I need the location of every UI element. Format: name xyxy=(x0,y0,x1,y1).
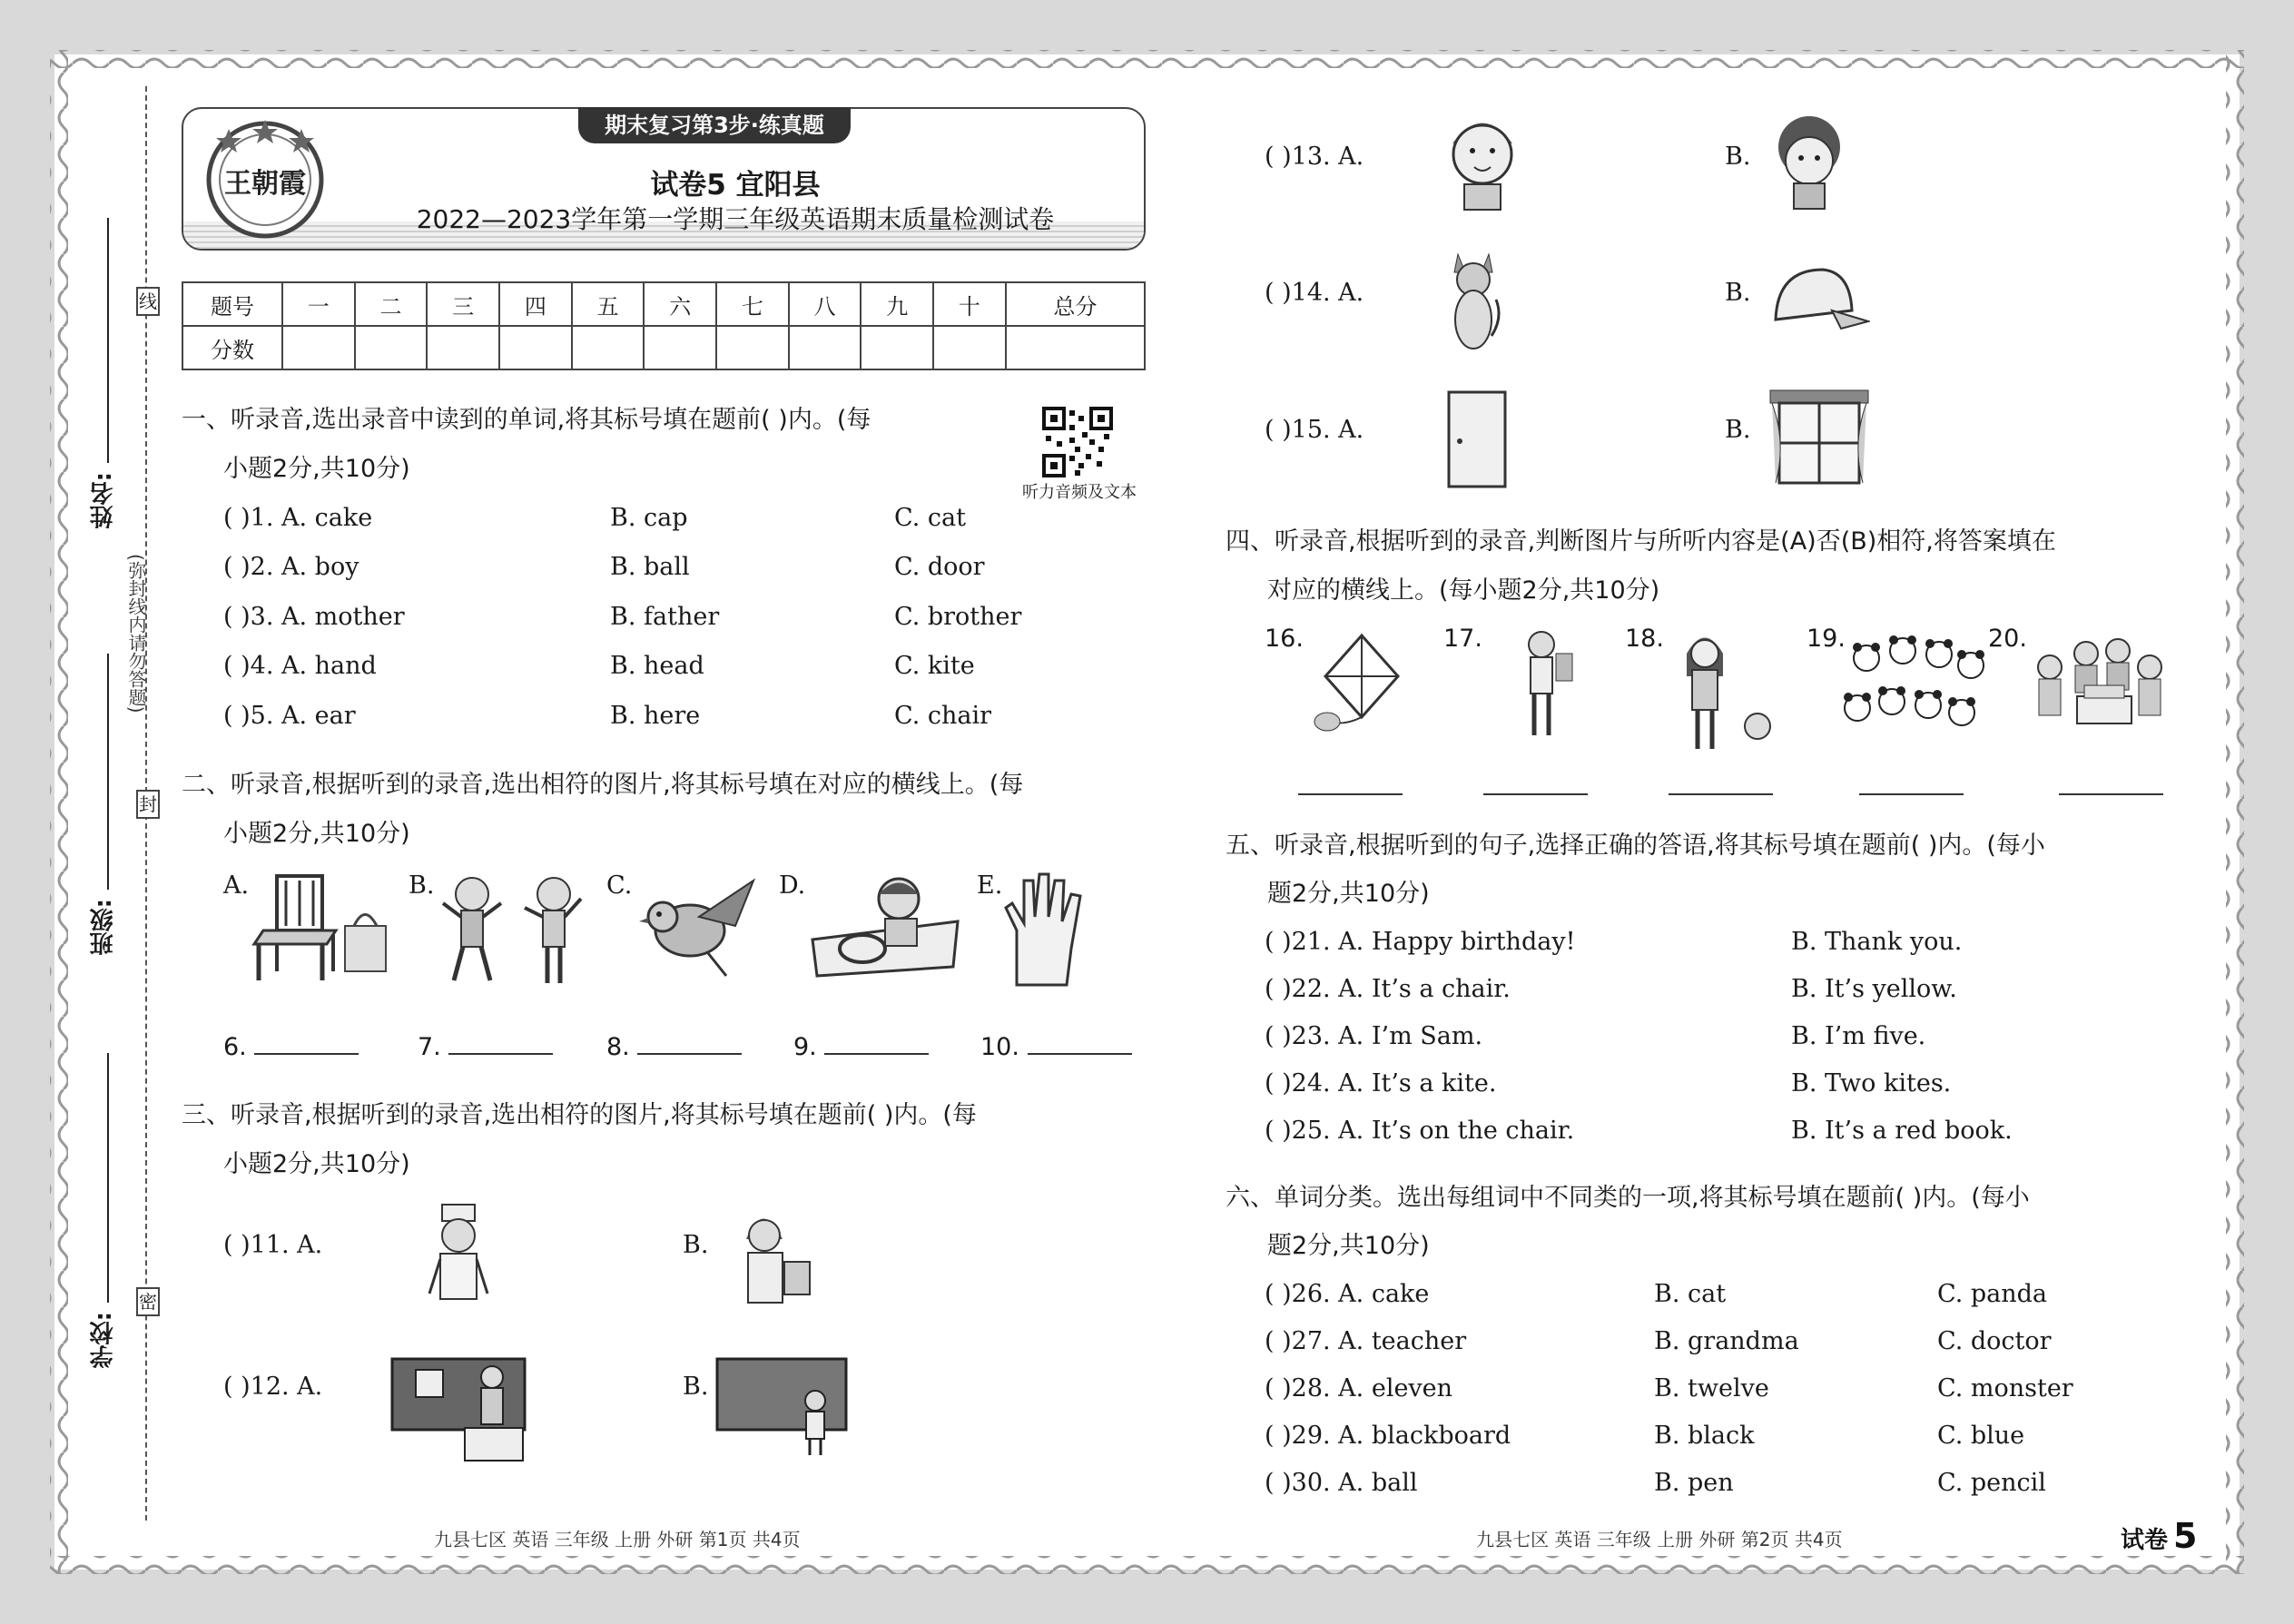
table-cell: 三 xyxy=(427,282,499,326)
q22-a: ( )22. A. It’s a chair. xyxy=(1265,975,1511,1003)
q20-answer-blank[interactable] xyxy=(2059,793,2163,795)
q28-a: ( )28. A. eleven xyxy=(1265,1374,1453,1403)
section-4-heading-2: 对应的横线上。(每小题2分,共10分) xyxy=(1267,576,1660,605)
q27-a: ( )27. A. teacher xyxy=(1265,1327,1467,1355)
table-cell: 总分 xyxy=(1006,282,1145,326)
q11-b: B. xyxy=(683,1231,709,1259)
q12-b: B. xyxy=(683,1373,709,1401)
q14-b: B. xyxy=(1725,279,1751,307)
score-cell[interactable] xyxy=(789,326,861,369)
seal-char-line: 线 xyxy=(136,287,160,316)
woman-ball-picture xyxy=(1667,626,1776,753)
pandas-picture xyxy=(1839,631,1988,740)
q24-b: B. Two kites. xyxy=(1791,1069,1952,1097)
q29-a: ( )29. A. blackboard xyxy=(1265,1422,1511,1450)
q28-b: B. twelve xyxy=(1654,1374,1769,1403)
q4-b: B. head xyxy=(610,652,704,680)
q13-b: B. xyxy=(1725,143,1751,171)
table-cell: 五 xyxy=(572,282,645,326)
score-cell[interactable] xyxy=(572,326,645,369)
two-kids-picture xyxy=(436,867,590,994)
q1-b: B. cap xyxy=(610,504,688,532)
seal-char-seal: 封 xyxy=(136,790,160,819)
q27-b: B. grandma xyxy=(1654,1327,1799,1355)
class-label: 班级: xyxy=(90,899,117,956)
step-tag: 期末复习第3步·练真题 xyxy=(578,107,851,143)
table-cell: 九 xyxy=(861,282,933,326)
q5-c: C. chair xyxy=(894,702,992,730)
paper-label xyxy=(2121,1516,2197,1556)
paper-title: 试卷5 宜阳县 xyxy=(650,169,821,202)
table-cell: 七 xyxy=(716,282,789,326)
girl-face-picture xyxy=(1768,111,1850,211)
table-cell: 分数 xyxy=(182,326,282,369)
q30-a: ( )30. A. ball xyxy=(1265,1469,1418,1497)
score-cell[interactable] xyxy=(933,326,1006,369)
girl-standing-picture xyxy=(1507,626,1580,743)
q3-c: C. brother xyxy=(894,603,1022,631)
q25-b: B. It’s a red book. xyxy=(1791,1117,2013,1145)
pic-letter-a: A. xyxy=(223,871,250,900)
footer-right: 九县七区 英语 三年级 上册 外研 第2页 共4页 xyxy=(1476,1529,1843,1550)
q30-c: C. pencil xyxy=(1937,1469,2046,1497)
q4-a: ( )4. A. hand xyxy=(223,652,377,680)
q12-a: ( )12. A. xyxy=(223,1373,323,1401)
score-cell[interactable] xyxy=(716,326,789,369)
section-2-heading-2: 小题2分,共10分) xyxy=(223,820,410,848)
q17-answer-blank[interactable] xyxy=(1483,793,1588,795)
pic-letter-d: D. xyxy=(779,871,806,900)
q26-b: B. cat xyxy=(1654,1280,1727,1308)
q7-blank[interactable] xyxy=(418,1033,553,1061)
answer-blank[interactable] xyxy=(1028,1053,1132,1055)
q18-answer-blank[interactable] xyxy=(1669,793,1773,795)
section-3-heading-2: 小题2分,共10分) xyxy=(223,1150,410,1178)
school-field[interactable] xyxy=(107,1053,109,1303)
name-field[interactable] xyxy=(107,218,109,463)
q14-a: ( )14. A. xyxy=(1265,279,1364,307)
q3-b: B. father xyxy=(610,603,720,631)
section-1-heading: 一、听录音,选出录音中读到的单词,将其标号填在题前( )内。(每 xyxy=(182,406,871,434)
qr-code-icon[interactable] xyxy=(1042,407,1113,477)
qr-caption: 听力音频及文本 xyxy=(1022,483,1137,502)
answer-blank[interactable] xyxy=(637,1053,742,1055)
score-table xyxy=(182,281,1146,370)
q5-b: B. here xyxy=(610,702,701,730)
q2-c: C. door xyxy=(894,553,985,581)
chair-bag-picture xyxy=(250,867,395,985)
paper-label-text: 试卷 xyxy=(2121,1527,2169,1554)
q16-answer-blank[interactable] xyxy=(1298,793,1403,795)
driver-picture xyxy=(808,867,962,985)
q1-c: C. cat xyxy=(894,504,966,532)
q23-a: ( )23. A. I’m Sam. xyxy=(1265,1022,1483,1050)
pic-letter-b: B. xyxy=(409,871,435,900)
q15-a: ( )15. A. xyxy=(1265,416,1364,444)
birthday-party-picture xyxy=(2032,631,2168,744)
bird-picture xyxy=(635,867,763,985)
q29-b: B. black xyxy=(1654,1422,1755,1450)
q8-blank[interactable] xyxy=(606,1033,742,1061)
score-cell[interactable] xyxy=(427,326,499,369)
q13-a: ( )13. A. xyxy=(1265,143,1364,171)
score-table-score-row xyxy=(182,326,1145,369)
pic-letter-e: E. xyxy=(977,871,1003,900)
table-cell: 一 xyxy=(282,282,355,326)
q24-a: ( )24. A. It’s a kite. xyxy=(1265,1069,1497,1097)
score-cell[interactable] xyxy=(1006,326,1145,369)
q2-a: ( )2. A. boy xyxy=(223,553,359,581)
table-cell: 十 xyxy=(933,282,1006,326)
section-5-heading-2: 题2分,共10分) xyxy=(1267,880,1430,908)
q5-a: ( )5. A. ear xyxy=(223,702,356,730)
q25-a: ( )25. A. It’s on the chair. xyxy=(1265,1117,1575,1145)
seal-char-dense: 密 xyxy=(136,1287,160,1316)
door-picture xyxy=(1447,390,1507,488)
table-cell: 四 xyxy=(499,282,572,326)
score-cell[interactable] xyxy=(355,326,428,369)
q15-b: B. xyxy=(1725,416,1751,444)
boy-face-picture xyxy=(1442,107,1523,212)
section-1-heading-2: 小题2分,共10分) xyxy=(223,455,410,483)
hand-picture xyxy=(999,867,1089,994)
q26-a: ( )26. A. cake xyxy=(1265,1280,1430,1308)
name-label: 姓名: xyxy=(90,472,117,529)
q7-number: 7. xyxy=(418,1033,441,1061)
q11-a: ( )11. A. xyxy=(223,1231,323,1259)
q16-number: 16. xyxy=(1265,625,1304,653)
pic-letter-c: C. xyxy=(606,871,633,900)
q17-number: 17. xyxy=(1443,625,1482,653)
table-cell: 八 xyxy=(789,282,861,326)
q26-c: C. panda xyxy=(1937,1280,2048,1308)
q9-blank[interactable] xyxy=(793,1033,929,1061)
q21-b: B. Thank you. xyxy=(1791,928,1963,956)
seal-note: (弥封线内请勿答题) xyxy=(125,554,147,714)
q21-a: ( )21. A. Happy birthday! xyxy=(1265,928,1576,956)
q9-number: 9. xyxy=(793,1033,817,1061)
footer-left: 九县七区 英语 三年级 上册 外研 第1页 共4页 xyxy=(434,1529,801,1550)
score-cell[interactable] xyxy=(644,326,716,369)
section-2-heading: 二、听录音,根据听到的录音,选出相符的图片,将其标号填在对应的横线上。(每 xyxy=(182,771,1024,799)
q29-c: C. blue xyxy=(1937,1422,2025,1450)
window-picture xyxy=(1768,389,1870,488)
q2-b: B. ball xyxy=(610,553,690,581)
q19-number: 19. xyxy=(1807,625,1846,653)
score-table-header-row xyxy=(182,282,1145,326)
q18-number: 18. xyxy=(1625,625,1664,653)
q3-a: ( )3. A. mother xyxy=(223,603,405,631)
q30-b: B. pen xyxy=(1654,1469,1734,1497)
q6-number: 6. xyxy=(223,1033,247,1061)
paper-number: 5 xyxy=(2173,1516,2198,1556)
q1-a: ( )1. A. cake xyxy=(223,504,373,532)
q6-blank[interactable] xyxy=(223,1033,359,1061)
section-3-heading: 三、听录音,根据听到的录音,选出相符的图片,将其标号填在题前( )内。(每 xyxy=(182,1101,977,1129)
section-5-heading: 五、听录音,根据听到的句子,选择正确的答语,将其标号填在题前( )内。(每小 xyxy=(1226,832,2045,860)
answer-blank[interactable] xyxy=(254,1053,359,1055)
publisher-logo xyxy=(202,116,329,243)
girl-blackboard-picture xyxy=(715,1357,848,1466)
q20-number: 20. xyxy=(1988,625,2027,653)
section-4-heading: 四、听录音,根据听到的录音,判断图片与所听内容是(A)否(B)相符,将答案填在 xyxy=(1226,527,2056,556)
paper-subtitle: 2022—2023学年第一学期三年级英语期末质量检测试卷 xyxy=(416,204,1055,234)
q27-c: C. doctor xyxy=(1937,1327,2052,1355)
q4-c: C. kite xyxy=(894,652,975,680)
cap-picture xyxy=(1768,265,1870,338)
score-cell[interactable] xyxy=(861,326,933,369)
answer-blank[interactable] xyxy=(824,1053,929,1055)
section-6-heading-2: 题2分,共10分) xyxy=(1267,1232,1430,1260)
score-cell[interactable] xyxy=(499,326,572,369)
q28-c: C. monster xyxy=(1937,1374,2073,1403)
table-cell: 题号 xyxy=(182,282,282,326)
q8-number: 8. xyxy=(606,1033,630,1061)
q22-b: B. It’s yellow. xyxy=(1791,975,1957,1003)
answer-blank[interactable] xyxy=(448,1053,553,1055)
school-label: 学校: xyxy=(90,1312,117,1369)
q10-blank[interactable] xyxy=(980,1033,1132,1061)
section-6-heading: 六、单词分类。选出每组词中不同类的一项,将其标号填在题前( )内。(每小 xyxy=(1226,1184,2030,1212)
q19-answer-blank[interactable] xyxy=(1859,793,1964,795)
class-field[interactable] xyxy=(107,654,109,890)
teacher-blackboard-picture xyxy=(390,1357,527,1466)
kite-picture xyxy=(1307,631,1407,740)
q10-number: 10. xyxy=(980,1033,1019,1061)
logo-text: 王朝霞 xyxy=(224,168,306,200)
q23-b: B. I’m five. xyxy=(1791,1022,1926,1050)
table-cell: 二 xyxy=(355,282,428,326)
score-cell[interactable] xyxy=(282,326,355,369)
table-cell: 六 xyxy=(644,282,716,326)
cook-picture xyxy=(422,1203,495,1312)
cat-picture xyxy=(1442,245,1505,354)
nurse-picture xyxy=(726,1203,817,1312)
